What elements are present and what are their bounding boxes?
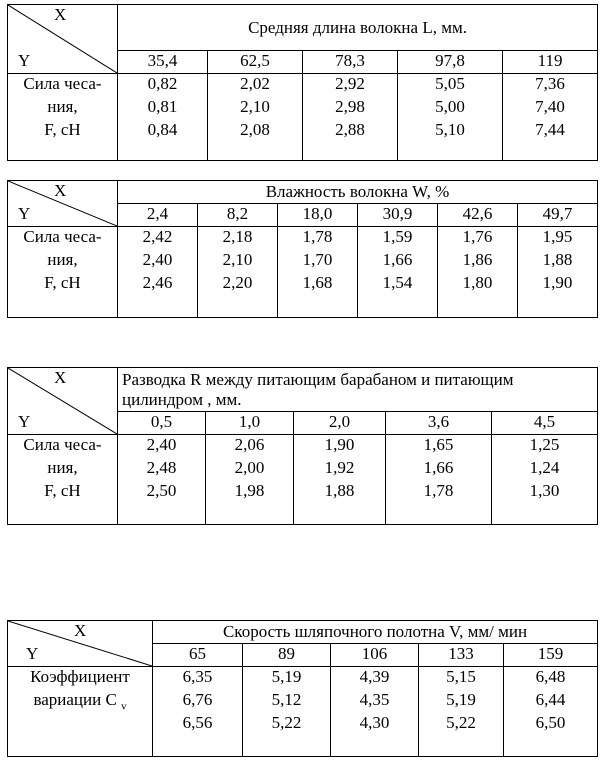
data-cell: 5,05 [435, 74, 465, 93]
x-value: 8,2 [198, 204, 278, 227]
data-cell: 5,10 [435, 120, 465, 139]
data-cell: 2,50 [146, 481, 177, 500]
data-cell: 2,40 [142, 250, 173, 269]
data-cell: 1,98 [234, 481, 265, 500]
data-column [492, 435, 598, 525]
data-cell: 1,70 [302, 250, 333, 269]
data-cell: 1,25 [529, 435, 560, 454]
data-cell: 0,81 [147, 97, 178, 116]
data-column [331, 667, 419, 757]
data-cell: 1,30 [529, 481, 560, 500]
data-cell: 4,39 [359, 667, 390, 686]
data-cell: 1,76 [462, 227, 493, 246]
data-cell: 1,54 [382, 273, 413, 292]
table-header: Скорость шляпочного полотна V, мм/ мин [153, 621, 598, 644]
y-quantity-line [8, 690, 152, 713]
y-quantity-text: вариации С [33, 690, 117, 709]
x-value: 133 [419, 644, 504, 667]
x-value: 106 [331, 644, 419, 667]
data-cell: 7,40 [535, 97, 565, 116]
data-cell: 6,35 [182, 667, 213, 686]
x-value: 35,4 [118, 51, 208, 74]
data-cell: 6,56 [182, 713, 213, 732]
data-cell: 1,66 [382, 250, 413, 269]
data-cell: 1,65 [423, 435, 454, 454]
y-quantity-subscript: v [121, 700, 127, 713]
data-cell: 2,08 [240, 120, 270, 139]
y-quantity-label [8, 435, 118, 525]
data-cell: 5,19 [446, 690, 476, 709]
data-cell: 0,84 [147, 120, 178, 139]
x-value: 65 [153, 644, 243, 667]
table-header-line: Разводка R между питающим барабаном и питающим [122, 369, 514, 389]
data-cell: 2,10 [222, 250, 253, 269]
y-axis-label: Y [18, 51, 31, 71]
y-quantity-label [8, 667, 153, 757]
data-cell: 2,18 [222, 227, 253, 246]
x-value: 62,5 [208, 51, 303, 74]
xy-corner-cell [8, 181, 118, 227]
y-quantity-line: F, сН [44, 273, 81, 292]
data-column [438, 227, 518, 318]
table-header: Средняя длина волокна L, мм. [118, 5, 598, 51]
data-cell: 2,92 [335, 74, 365, 93]
data-cell: 1,24 [529, 458, 560, 477]
x-value: 97,8 [398, 51, 503, 74]
data-cell: 2,46 [142, 273, 173, 292]
data-cell: 2,88 [335, 120, 365, 139]
data-cell: 2,00 [234, 458, 265, 477]
data-cell: 1,90 [542, 273, 573, 292]
data-cell: 2,02 [240, 74, 270, 93]
y-axis-label: Y [26, 644, 39, 664]
x-value: 0,5 [118, 412, 206, 435]
data-cell: 6,76 [182, 690, 213, 709]
data-column [419, 667, 504, 757]
x-value: 119 [503, 51, 598, 74]
data-cell: 4,35 [359, 690, 390, 709]
data-cell: 2,42 [142, 227, 173, 246]
data-cell: 5,00 [435, 97, 465, 116]
data-cell: 4,30 [359, 713, 390, 732]
x-value: 3,6 [386, 412, 492, 435]
data-cell: 1,88 [324, 481, 355, 500]
x-value: 49,7 [518, 204, 598, 227]
data-column [294, 435, 386, 525]
data-cell: 1,68 [302, 273, 333, 292]
x-axis-label: X [54, 368, 67, 387]
x-value: 89 [243, 644, 331, 667]
table-header [118, 368, 598, 412]
y-quantity-line: F, сН [44, 120, 81, 139]
y-quantity-label [8, 74, 118, 161]
data-cell: 2,98 [335, 97, 365, 116]
y-quantity-line: ния, [47, 458, 78, 477]
y-axis-label: Y [18, 412, 31, 432]
y-axis-label: Y [18, 204, 31, 224]
y-quantity-line: Сила чеса- [23, 435, 102, 454]
data-cell: 1,66 [423, 458, 454, 477]
data-cell: 7,36 [535, 74, 565, 93]
x-value: 78,3 [303, 51, 398, 74]
data-column [278, 227, 358, 318]
table-fiber-moisture [7, 180, 598, 318]
data-cell: 2,48 [146, 458, 177, 477]
x-value: 30,9 [358, 204, 438, 227]
table-setting-distance [7, 367, 598, 525]
x-value: 2,0 [294, 412, 386, 435]
data-cell: 5,19 [271, 667, 302, 686]
data-column [198, 227, 278, 318]
data-column [503, 74, 598, 161]
table-flat-speed [7, 620, 598, 757]
x-value: 18,0 [278, 204, 358, 227]
data-cell: 1,95 [542, 227, 573, 246]
data-column [153, 667, 243, 757]
y-quantity-label [8, 227, 118, 318]
data-cell: 6,50 [535, 713, 566, 732]
data-column [118, 435, 206, 525]
data-cell: 1,92 [324, 458, 355, 477]
x-value: 42,6 [438, 204, 518, 227]
y-quantity-line: Сила чеса- [23, 227, 102, 246]
data-column [118, 74, 208, 161]
data-column [243, 667, 331, 757]
x-value: 159 [504, 644, 598, 667]
data-column [118, 227, 198, 318]
data-column [518, 227, 598, 318]
data-column [208, 74, 303, 161]
data-column [303, 74, 398, 161]
table-header-line: цилиндром , мм. [122, 389, 242, 409]
data-cell: 1,78 [423, 481, 454, 500]
x-axis-label: X [54, 181, 67, 200]
data-cell: 1,78 [302, 227, 333, 246]
data-cell: 1,90 [324, 435, 355, 454]
data-cell: 1,80 [462, 273, 493, 292]
data-cell: 2,20 [222, 273, 253, 292]
data-cell: 1,88 [542, 250, 573, 269]
data-cell: 6,48 [535, 667, 566, 686]
y-quantity-line: ния, [47, 97, 78, 116]
xy-corner-cell [8, 368, 118, 435]
y-quantity-line: F, сН [44, 481, 81, 500]
data-cell: 7,44 [535, 120, 565, 139]
data-cell: 0,82 [147, 74, 178, 93]
data-cell: 1,59 [382, 227, 413, 246]
data-cell: 2,10 [240, 97, 270, 116]
data-cell: 5,22 [271, 713, 302, 732]
data-cell: 2,06 [234, 435, 265, 454]
data-cell: 6,44 [535, 690, 566, 709]
data-column [386, 435, 492, 525]
data-column [206, 435, 294, 525]
x-value: 1,0 [206, 412, 294, 435]
x-axis-label: X [54, 5, 67, 24]
data-cell: 2,40 [146, 435, 177, 454]
data-column [398, 74, 503, 161]
table-header: Влажность волокна W, % [118, 181, 598, 204]
x-value: 2,4 [118, 204, 198, 227]
data-column [358, 227, 438, 318]
table-fiber-length [7, 4, 598, 161]
data-cell: 5,12 [271, 690, 302, 709]
xy-corner-cell [8, 621, 153, 667]
xy-corner-cell [8, 5, 118, 74]
data-column [504, 667, 598, 757]
y-quantity-line: Сила чеса- [23, 74, 102, 93]
y-quantity-line: Коэффициент [30, 667, 130, 686]
data-cell: 5,15 [446, 667, 476, 686]
data-cell: 1,86 [462, 250, 493, 269]
x-value: 4,5 [492, 412, 598, 435]
y-quantity-line: ния, [47, 250, 78, 269]
x-axis-label: X [74, 621, 87, 640]
data-cell: 5,22 [446, 713, 476, 732]
